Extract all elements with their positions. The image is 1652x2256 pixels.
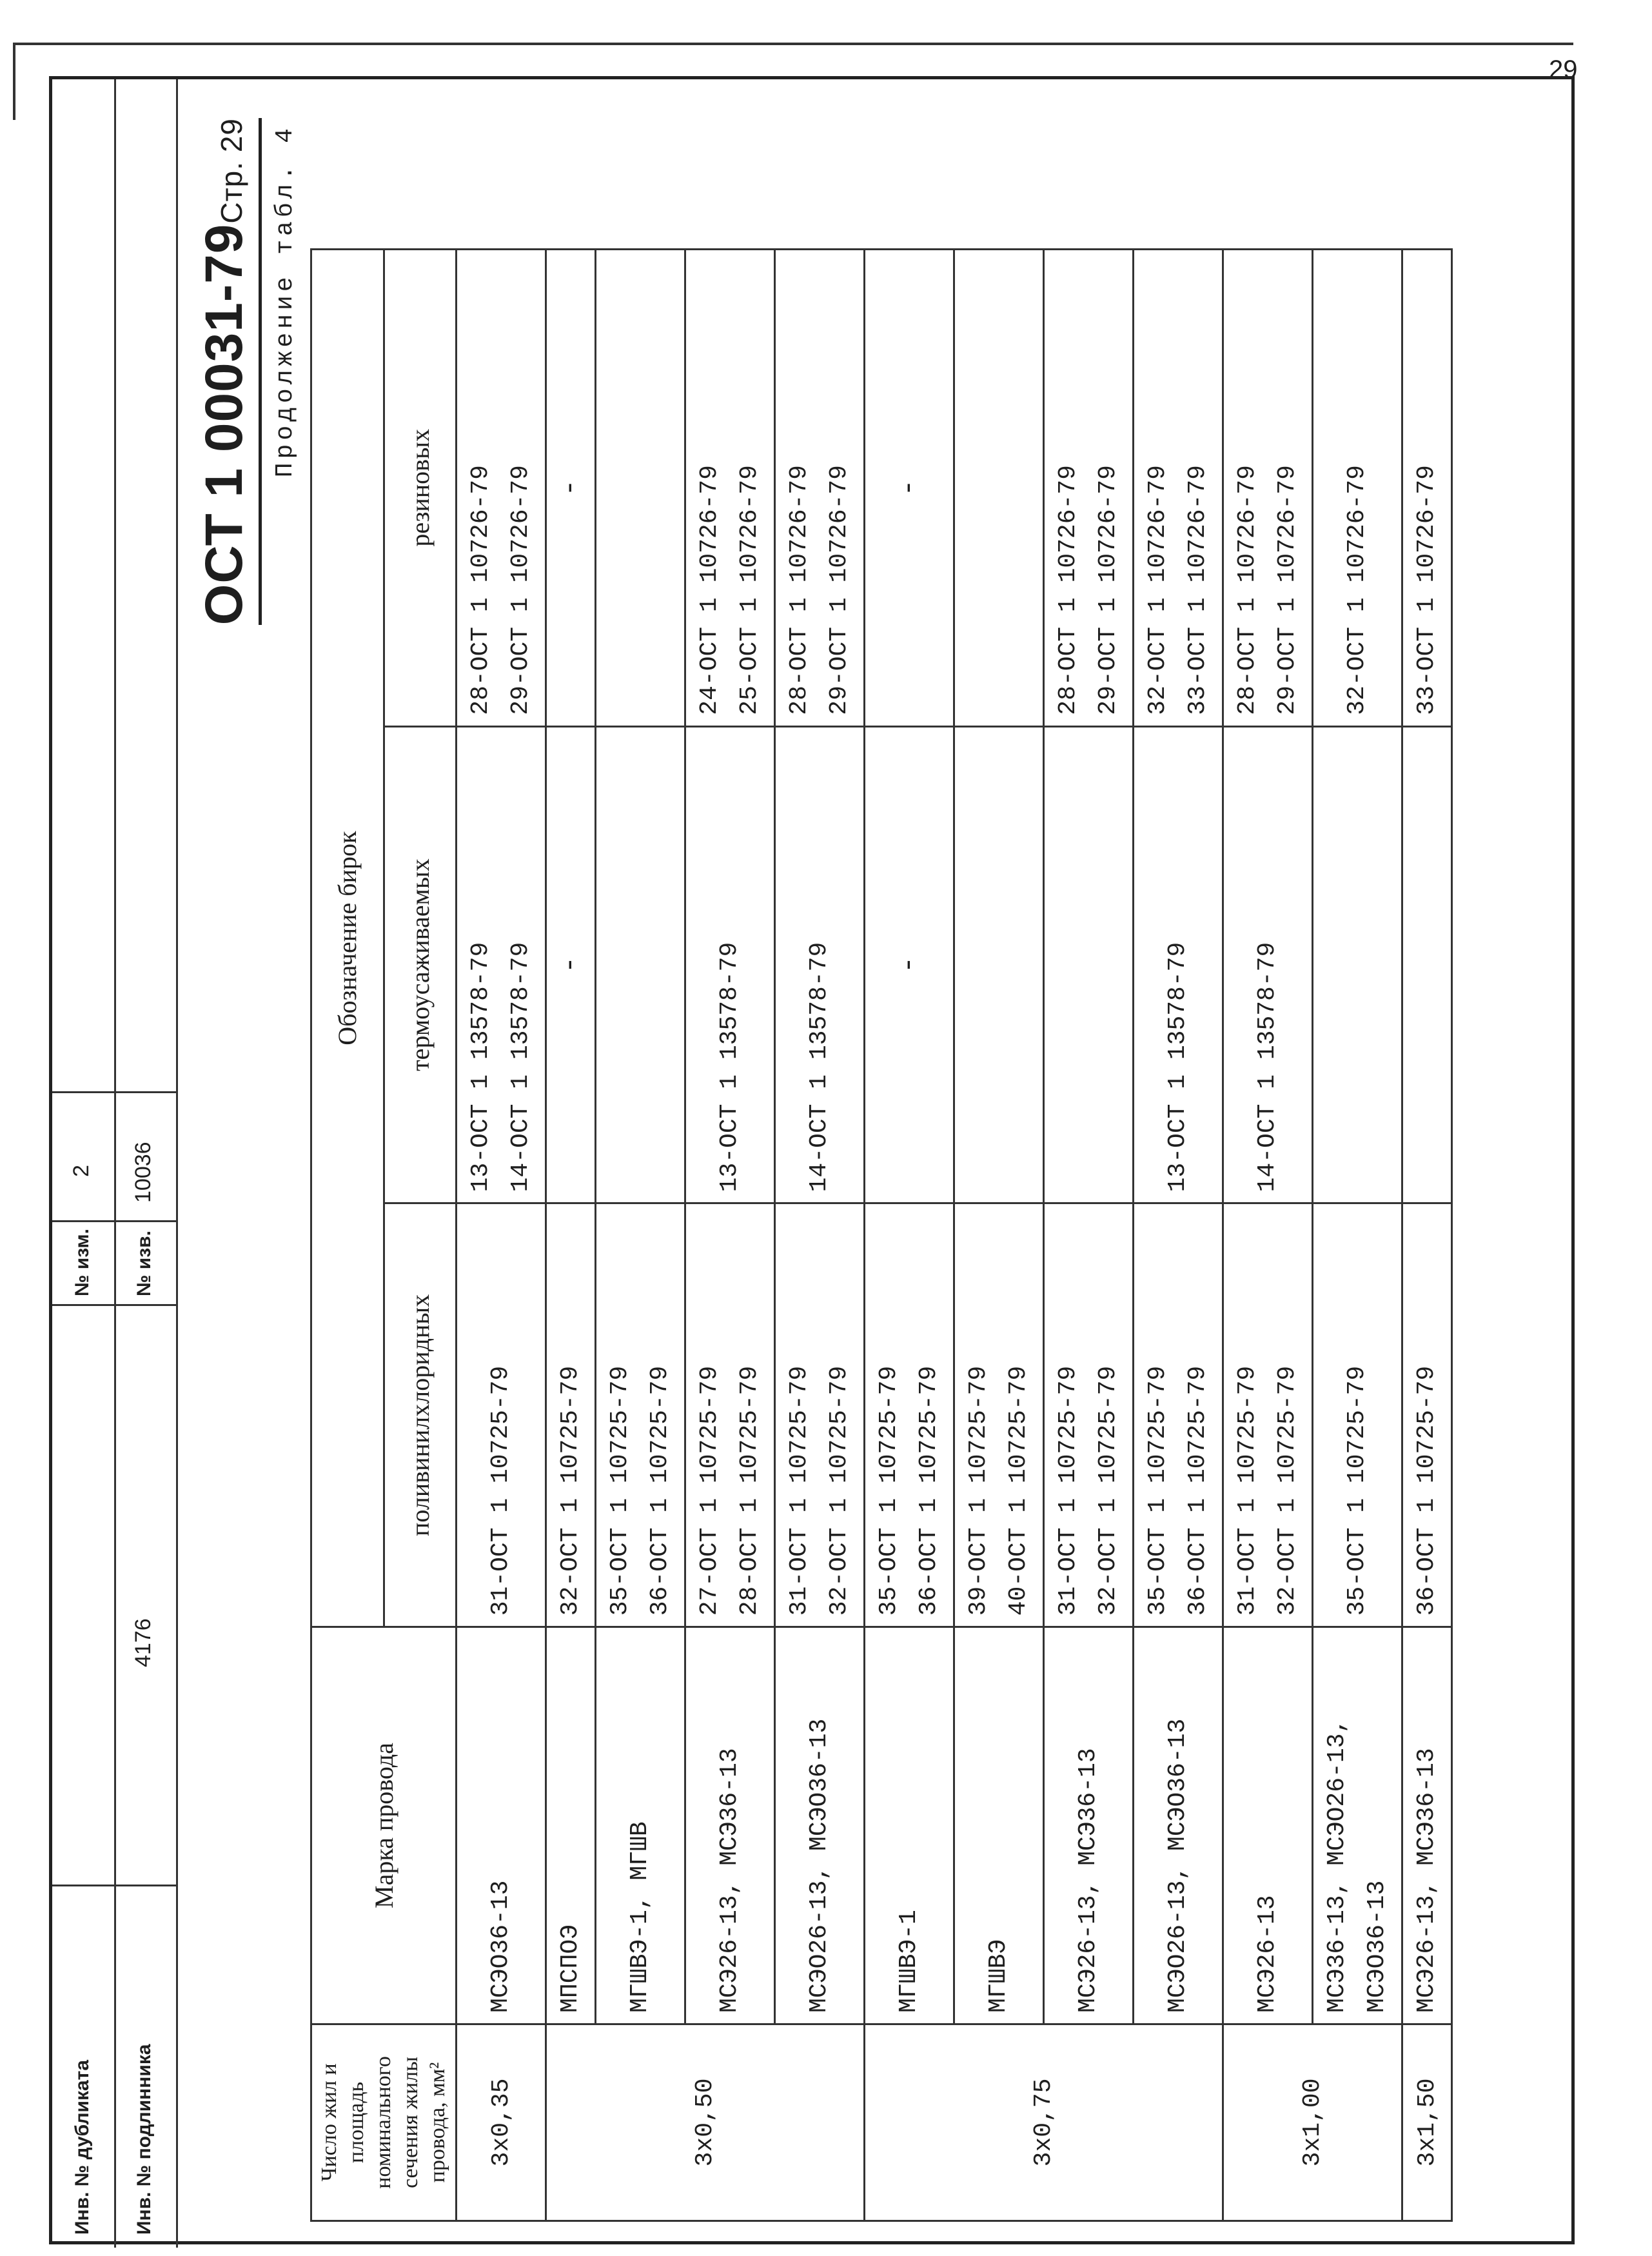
rubber-tag-cell-text: 32-ОСТ 1 10726-79	[1144, 465, 1172, 715]
pvc-tag-cell	[865, 1203, 954, 1627]
rubber-tag-cell-text: 28-ОСТ 1 10726-79	[467, 465, 495, 715]
rubber-tag-cell-text: 29-ОСТ 1 10726-79	[507, 465, 535, 715]
section-cell: 3x0,35	[457, 2024, 546, 2221]
table-continuation: Продолжение табл. 4	[271, 124, 299, 478]
rubber-tag-cell	[1223, 250, 1313, 727]
rubber-tag-cell-text: -	[555, 479, 587, 497]
brand-cell-text: МСЭО26-13, МСЭО36-13	[805, 1718, 833, 2013]
heat-tag-cell	[1223, 726, 1313, 1203]
table-body	[457, 250, 1452, 2221]
pvc-tag-cell	[1402, 1203, 1452, 1627]
heat-tag-cell	[954, 726, 1044, 1203]
col-rubber: резиновых	[384, 250, 457, 727]
pvc-tag-cell-text: 35-ОСТ 1 10725-79	[1144, 1365, 1172, 1616]
rubber-tag-cell	[1134, 250, 1223, 727]
brand-cell	[1313, 1627, 1402, 2024]
stamp-row-duplicate	[52, 79, 116, 2248]
brand-cell	[1402, 1627, 1452, 2024]
page-label: Стр. 29	[215, 118, 248, 224]
pvc-tag-cell-text: 31-ОСТ 1 10725-79	[487, 1365, 515, 1616]
table-header-row	[311, 250, 384, 2221]
frame-top-line	[13, 43, 1573, 45]
pvc-tag-cell-text: 31-ОСТ 1 10725-79	[1234, 1365, 1261, 1616]
rubber-tag-cell	[1402, 250, 1452, 727]
pvc-tag-cell-text: 27-ОСТ 1 10725-79	[696, 1365, 723, 1616]
heat-tag-cell-text: 14-ОСТ 1 13578-79	[805, 942, 833, 1192]
brand-cell-text: МПСПОЭ	[556, 1925, 584, 2013]
pvc-tag-cell	[685, 1203, 775, 1627]
brand-cell	[596, 1627, 685, 2024]
pvc-tag-cell	[457, 1203, 546, 1627]
heat-tag-cell	[1134, 726, 1223, 1203]
rubber-tag-cell	[457, 250, 546, 727]
brand-cell	[775, 1627, 865, 2024]
rubber-tag-cell	[596, 250, 685, 727]
rubber-tag-cell-text: -	[893, 479, 925, 497]
page-number: 29	[1549, 55, 1578, 84]
rubber-tag-cell-text: 33-ОСТ 1 10726-79	[1184, 465, 1212, 715]
rubber-tag-cell-text: 33-ОСТ 1 10726-79	[1413, 465, 1441, 715]
rubber-tag-cell-text: 29-ОСТ 1 10726-79	[1273, 465, 1301, 715]
table-row	[1223, 250, 1313, 2221]
table-row	[954, 250, 1044, 2221]
brand-cell-text: МСЭ36-13, МСЭО26-13,	[1323, 1718, 1351, 2013]
rubber-tag-cell-text: 24-ОСТ 1 10726-79	[696, 465, 723, 715]
table-row	[546, 250, 596, 2221]
table-row	[1134, 250, 1223, 2221]
brand-cell	[546, 1627, 596, 2024]
change-no-value: 2	[69, 1165, 93, 1177]
pvc-tag-cell-text: 28-ОСТ 1 10725-79	[736, 1365, 763, 1616]
pvc-tag-cell-text: 36-ОСТ 1 10725-79	[915, 1365, 943, 1616]
brand-cell	[954, 1627, 1044, 2024]
inv-duplicate-label: Инв. № дубликата	[72, 2059, 93, 2235]
pvc-tag-cell	[546, 1203, 596, 1627]
brand-cell-text: МСЭ26-13, МСЭ36-13	[1074, 1748, 1102, 2013]
brand-cell-text: МСЭО36-13	[487, 1880, 515, 2013]
col-brand: Марка провода	[311, 1627, 457, 2024]
page-frame	[49, 76, 1575, 2244]
pvc-tag-cell-text: 36-ОСТ 1 10725-79	[1413, 1365, 1441, 1616]
pvc-tag-cell	[596, 1203, 685, 1627]
rubber-tag-cell-text: 28-ОСТ 1 10726-79	[1054, 465, 1082, 715]
inv-original-value: 4176	[131, 1618, 155, 1667]
pvc-tag-cell	[775, 1203, 865, 1627]
brand-cell	[457, 1627, 546, 2024]
pvc-tag-cell	[1044, 1203, 1134, 1627]
pvc-tag-cell	[954, 1203, 1044, 1627]
table-row	[775, 250, 865, 2221]
section-cell: 3x1,50	[1402, 2024, 1452, 2221]
pvc-tag-cell	[1134, 1203, 1223, 1627]
brand-cell	[1134, 1627, 1223, 2024]
stamp-row-original	[114, 79, 178, 2248]
brand-cell	[1223, 1627, 1313, 2024]
heat-tag-cell-text: 13-ОСТ 1 13578-79	[716, 942, 743, 1192]
heat-tag-cell-text: 14-ОСТ 1 13578-79	[507, 942, 535, 1192]
heat-tag-cell	[1044, 726, 1134, 1203]
notice-no-label: № изв.	[133, 1231, 155, 1296]
rubber-tag-cell	[865, 250, 954, 727]
heat-tag-cell	[1313, 726, 1402, 1203]
brand-cell-text: МГШВЭ	[985, 1939, 1012, 2013]
rubber-tag-cell-text: 25-ОСТ 1 10726-79	[736, 465, 763, 715]
table-row	[596, 250, 685, 2221]
heat-tag-cell	[775, 726, 865, 1203]
pvc-tag-cell-text: 40-ОСТ 1 10725-79	[1005, 1365, 1032, 1616]
rotated-content	[52, 79, 1578, 2248]
col-section: Число жил и площадь номинального сечения жилы провода, мм²	[311, 2024, 457, 2221]
pvc-tag-cell-text: 32-ОСТ 1 10725-79	[1094, 1365, 1122, 1616]
brand-cell-text: МСЭО36-13	[1363, 1880, 1391, 2013]
document-code	[194, 118, 262, 625]
heat-tag-cell	[1402, 726, 1452, 1203]
rubber-tag-cell-text: 28-ОСТ 1 10726-79	[785, 465, 813, 715]
rubber-tag-cell	[685, 250, 775, 727]
rubber-tag-cell-text: 29-ОСТ 1 10726-79	[1094, 465, 1122, 715]
rubber-tag-cell-text: 29-ОСТ 1 10726-79	[825, 465, 853, 715]
wire-tags-table	[310, 248, 1453, 2222]
rubber-tag-cell	[546, 250, 596, 727]
brand-cell-text: МГШВЭ-1	[895, 1910, 923, 2013]
registration-stamp	[52, 79, 181, 2248]
change-no-label: № изм.	[72, 1229, 93, 1296]
notice-no-value: 10036	[131, 1142, 155, 1203]
pvc-tag-cell-text: 36-ОСТ 1 10725-79	[1184, 1365, 1212, 1616]
rubber-tag-cell	[954, 250, 1044, 727]
pvc-tag-cell	[1313, 1203, 1402, 1627]
table-row	[1044, 250, 1134, 2221]
heat-tag-cell	[596, 726, 685, 1203]
brand-cell	[1044, 1627, 1134, 2024]
brand-cell-text: МСЭО26-13, МСЭО36-13	[1164, 1718, 1192, 2013]
pvc-tag-cell-text: 31-ОСТ 1 10725-79	[785, 1365, 813, 1616]
heat-tag-cell	[685, 726, 775, 1203]
heat-tag-cell	[865, 726, 954, 1203]
pvc-tag-cell-text: 32-ОСТ 1 10725-79	[556, 1365, 584, 1616]
pvc-tag-cell-text: 35-ОСТ 1 10725-79	[1343, 1365, 1371, 1616]
inv-original-label: Инв. № подлинника	[133, 2044, 155, 2235]
document-code-text: ОСТ 1 00031-79	[195, 223, 253, 626]
brand-cell-text: МСЭ26-13, МСЭ36-13	[1413, 1748, 1441, 2013]
section-cell: 3x0,50	[546, 2024, 865, 2221]
brand-cell-text: МСЭ26-13, МСЭ36-13	[716, 1748, 743, 2013]
heat-tag-cell-text: 14-ОСТ 1 13578-79	[1254, 942, 1281, 1192]
pvc-tag-cell-text: 35-ОСТ 1 10725-79	[875, 1365, 903, 1616]
frame-left-line	[13, 43, 15, 120]
pvc-tag-cell-text: 35-ОСТ 1 10725-79	[606, 1365, 634, 1616]
heat-tag-cell	[457, 726, 546, 1203]
pvc-tag-cell-text: 32-ОСТ 1 10725-79	[1273, 1365, 1301, 1616]
heat-tag-cell-text: -	[555, 956, 587, 974]
rubber-tag-cell	[1313, 250, 1402, 727]
table-row	[1402, 250, 1452, 2221]
heat-tag-cell-text: -	[893, 956, 925, 974]
col-heat: термоусаживаемых	[384, 726, 457, 1203]
heat-tag-cell-text: 13-ОСТ 1 13578-79	[1164, 942, 1192, 1192]
rubber-tag-cell	[775, 250, 865, 727]
table-row	[865, 250, 954, 2221]
pvc-tag-cell-text: 32-ОСТ 1 10725-79	[825, 1365, 853, 1616]
brand-cell-text: МГШВЭ-1, МГШВ	[626, 1821, 654, 2013]
table-row	[457, 250, 546, 2221]
pvc-tag-cell	[1223, 1203, 1313, 1627]
col-pvc: поливинилхлоридных	[384, 1203, 457, 1627]
section-cell: 3x0,75	[865, 2024, 1223, 2221]
heat-tag-cell-text: 13-ОСТ 1 13578-79	[467, 942, 495, 1192]
pvc-tag-cell-text: 31-ОСТ 1 10725-79	[1054, 1365, 1082, 1616]
table-row	[1313, 250, 1402, 2221]
heat-tag-cell	[546, 726, 596, 1203]
brand-cell	[865, 1627, 954, 2024]
rubber-tag-cell	[1044, 250, 1134, 727]
brand-cell-text: МСЭ26-13	[1254, 1895, 1281, 2013]
rubber-tag-cell-text: 32-ОСТ 1 10726-79	[1343, 465, 1371, 715]
pvc-tag-cell-text: 36-ОСТ 1 10725-79	[646, 1365, 674, 1616]
section-cell: 3x1,00	[1223, 2024, 1402, 2221]
rubber-tag-cell-text: 28-ОСТ 1 10726-79	[1234, 465, 1261, 715]
pvc-tag-cell-text: 39-ОСТ 1 10725-79	[965, 1365, 992, 1616]
col-tags: Обозначение бирок	[311, 250, 384, 1627]
brand-cell	[685, 1627, 775, 2024]
table-row	[685, 250, 775, 2221]
